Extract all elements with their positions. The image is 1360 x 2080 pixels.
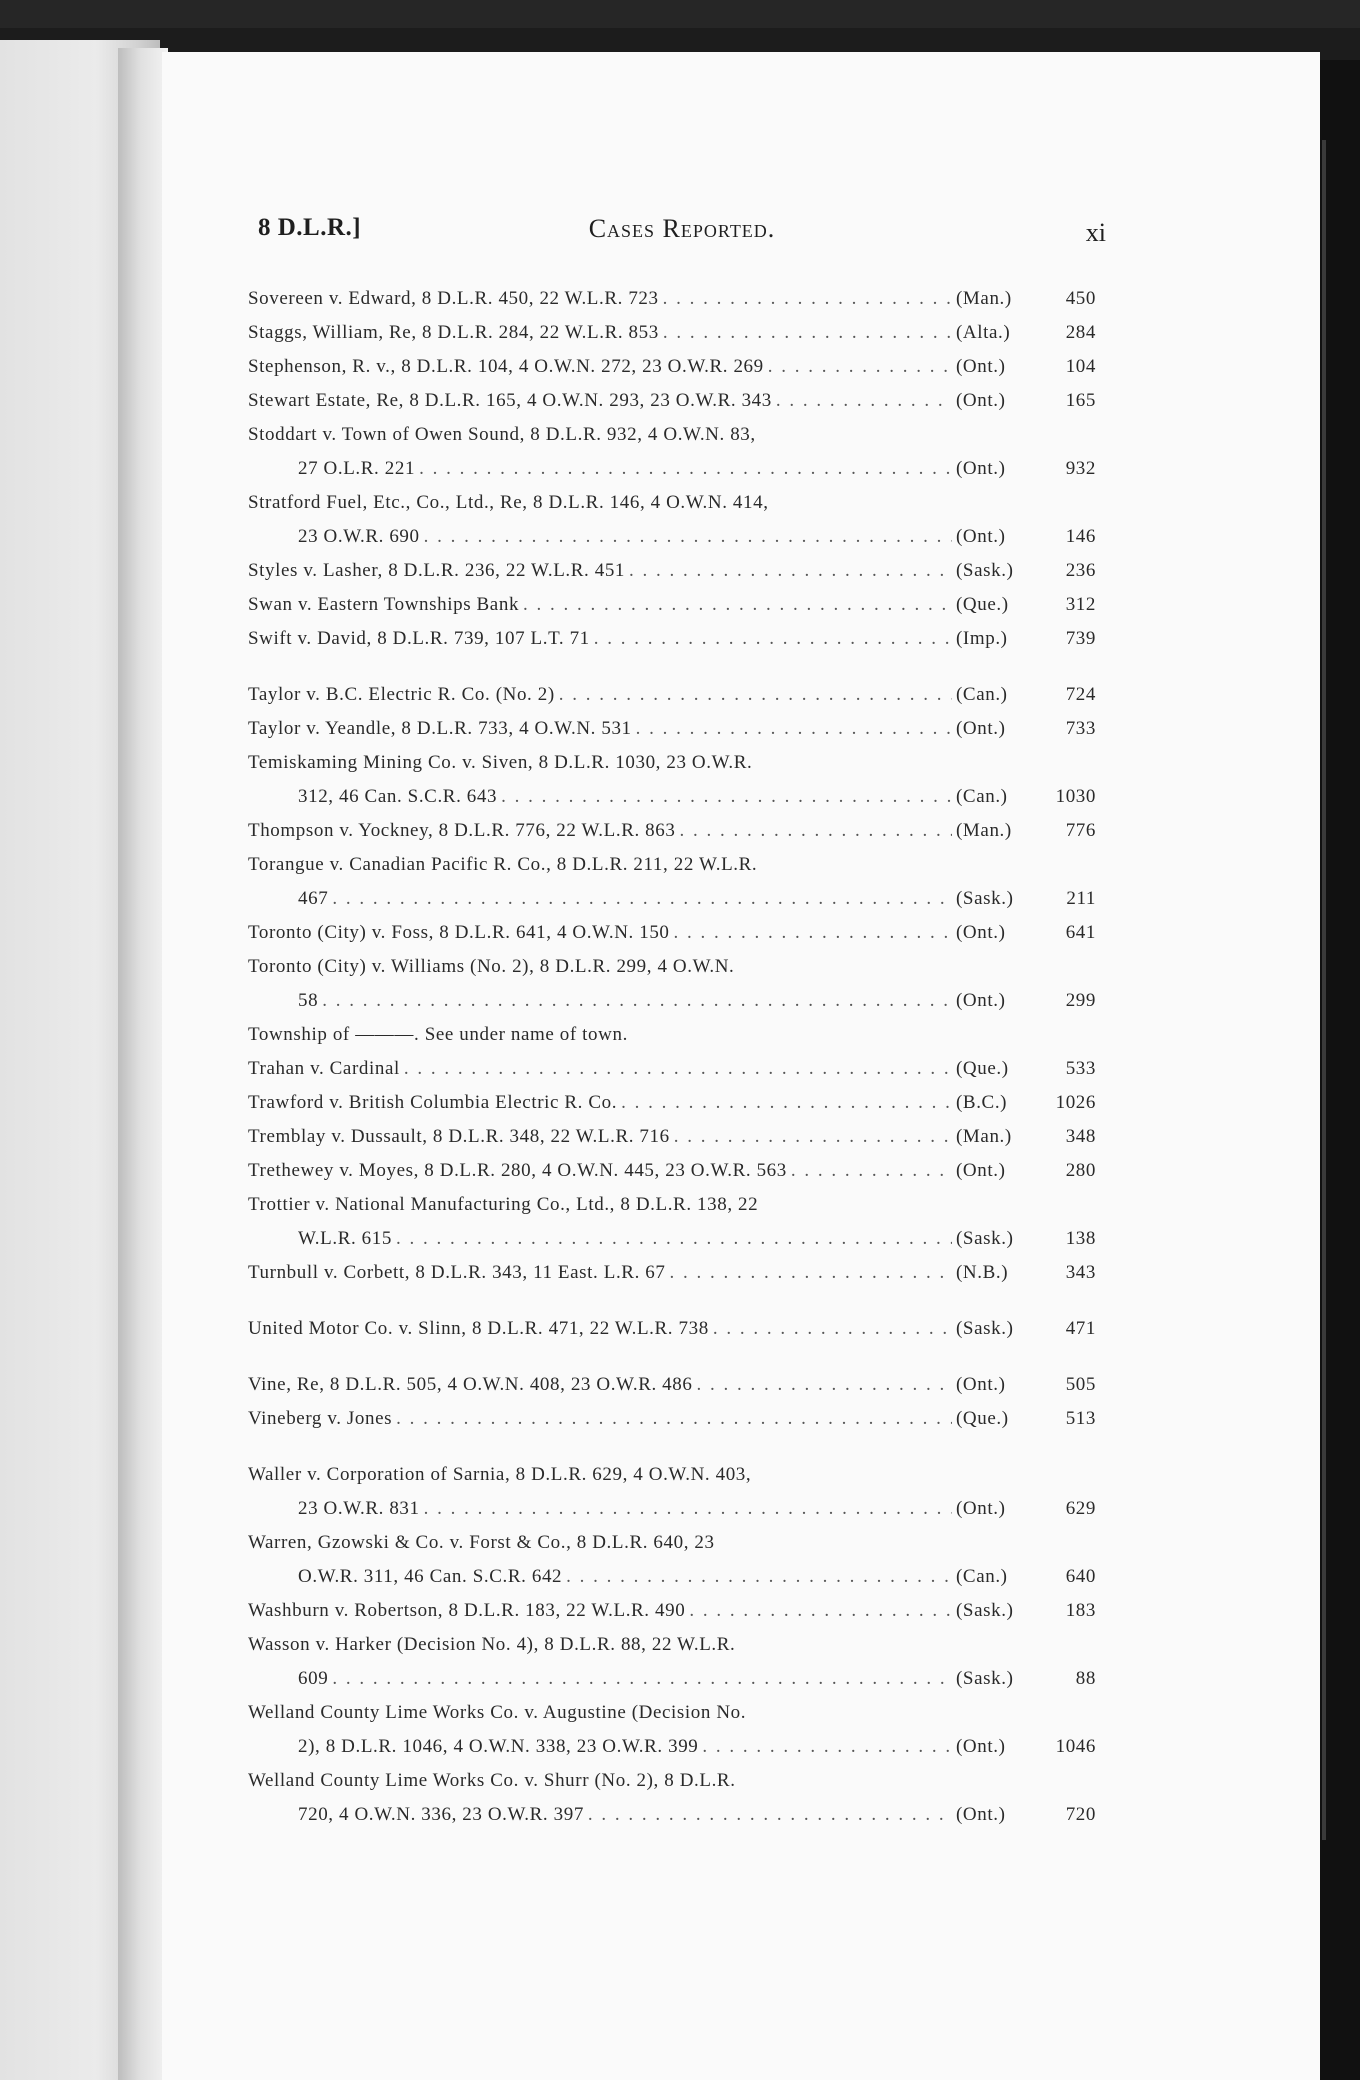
case-entry <box>248 1120 1096 1154</box>
case-entry <box>248 588 1096 622</box>
case-citation: Toronto (City) v. Williams (No. 2), 8 D.L.R. 299, 4 O.W.N. <box>248 956 735 977</box>
case-page-number: 733 <box>1065 718 1096 739</box>
case-citation: Waller v. Corporation of Sarnia, 8 D.L.R. 629, 4 O.W.N. 403, <box>248 1464 752 1485</box>
case-line <box>248 814 1096 848</box>
case-citation: Township of ———. See under name of town. <box>248 1024 628 1045</box>
case-entry <box>248 1402 1096 1436</box>
court-abbreviation: (N.B.) <box>956 1262 1009 1283</box>
case-line <box>248 1120 1096 1154</box>
court-abbreviation: (Man.) <box>956 1126 1012 1147</box>
dot-leader <box>566 1566 952 1588</box>
case-page-number: 88 <box>1075 1668 1096 1689</box>
court-abbreviation: (Man.) <box>956 820 1012 841</box>
case-continuation-line <box>248 882 1096 916</box>
court-abbreviation: (Sask.) <box>956 888 1014 909</box>
case-line <box>248 712 1096 746</box>
dot-leader <box>663 288 952 310</box>
court-abbreviation: (Ont.) <box>956 718 1006 739</box>
case-page-number: 312 <box>1065 594 1096 615</box>
court-abbreviation: (Ont.) <box>956 526 1006 547</box>
case-citation: Toronto (City) v. Foss, 8 D.L.R. 641, 4 O.W.N. 150 <box>248 922 670 943</box>
case-citation: W.L.R. 615 <box>298 1228 392 1249</box>
case-continuation-line <box>248 1730 1096 1764</box>
book-gutter <box>118 48 168 2080</box>
case-line <box>248 1696 1096 1730</box>
case-entry <box>248 282 1096 316</box>
court-abbreviation: (Que.) <box>956 1408 1009 1429</box>
dot-leader <box>523 594 952 616</box>
case-citation: Swift v. David, 8 D.L.R. 739, 107 L.T. 71 <box>248 628 590 649</box>
case-citation: Welland County Lime Works Co. v. Augustine (Decision No. <box>248 1702 747 1723</box>
case-citation: Taylor v. B.C. Electric R. Co. (No. 2) <box>248 684 555 705</box>
dot-leader <box>674 1126 952 1148</box>
case-line <box>248 316 1096 350</box>
case-citation: Trethewey v. Moyes, 8 D.L.R. 280, 4 O.W.N. 445, 23 O.W.R. 563 <box>248 1160 787 1181</box>
dot-leader <box>621 1092 952 1114</box>
case-page-number: 776 <box>1065 820 1096 841</box>
case-citation: Sovereen v. Edward, 8 D.L.R. 450, 22 W.L.R. 723 <box>248 288 659 309</box>
case-line <box>248 1086 1096 1120</box>
dot-leader <box>713 1318 952 1340</box>
case-entry <box>248 848 1096 916</box>
case-page-number: 211 <box>1066 888 1096 909</box>
case-line <box>248 384 1096 418</box>
case-line <box>248 1526 1096 1560</box>
case-continuation-line <box>248 520 1096 554</box>
court-abbreviation: (Can.) <box>956 786 1008 807</box>
case-citation: 609 <box>298 1668 329 1689</box>
case-citation: 23 O.W.R. 831 <box>298 1498 420 1519</box>
case-entry <box>248 418 1096 486</box>
dot-leader <box>404 1058 952 1080</box>
court-abbreviation: (B.C.) <box>956 1092 1008 1113</box>
court-abbreviation: (Ont.) <box>956 1736 1006 1757</box>
case-citation: Vineberg v. Jones <box>248 1408 393 1429</box>
case-line <box>248 1052 1096 1086</box>
court-abbreviation: (Ont.) <box>956 990 1006 1011</box>
dot-leader <box>424 526 952 548</box>
dot-leader <box>559 684 952 706</box>
court-abbreviation: (Sask.) <box>956 1600 1014 1621</box>
case-citation: Thompson v. Yockney, 8 D.L.R. 776, 22 W.L.R. 863 <box>248 820 676 841</box>
dot-leader <box>679 820 952 842</box>
case-page-number: 348 <box>1065 1126 1096 1147</box>
court-abbreviation: (Imp.) <box>956 628 1008 649</box>
court-abbreviation: (Ont.) <box>956 458 1006 479</box>
case-entry <box>248 384 1096 418</box>
case-page-number: 104 <box>1065 356 1096 377</box>
dot-leader <box>332 1668 952 1690</box>
dot-leader <box>696 1374 952 1396</box>
case-citation: 467 <box>298 888 329 909</box>
case-citation: 23 O.W.R. 690 <box>298 526 420 547</box>
case-entry <box>248 746 1096 814</box>
court-abbreviation: (Ont.) <box>956 1804 1006 1825</box>
case-page-number: 236 <box>1065 560 1096 581</box>
case-entry <box>248 554 1096 588</box>
case-line <box>248 950 1096 984</box>
case-citation: Washburn v. Robertson, 8 D.L.R. 183, 22 W.L.R. 490 <box>248 1600 686 1621</box>
case-citation: Stewart Estate, Re, 8 D.L.R. 165, 4 O.W.N. 293, 23 O.W.R. 343 <box>248 390 772 411</box>
case-page-number: 720 <box>1065 1804 1096 1825</box>
case-page-number: 533 <box>1065 1058 1096 1079</box>
case-continuation-line <box>248 1662 1096 1696</box>
roman-page-number: xi <box>1085 218 1106 247</box>
case-line <box>248 1402 1096 1436</box>
scan-right-edge <box>1320 60 1360 2080</box>
dot-leader <box>674 922 952 944</box>
case-line <box>248 350 1096 384</box>
case-continuation-line <box>248 1798 1096 1832</box>
dot-leader <box>768 356 952 378</box>
case-page-number: 299 <box>1065 990 1096 1011</box>
dot-leader <box>776 390 952 412</box>
case-line <box>248 1764 1096 1798</box>
court-abbreviation: (Ont.) <box>956 922 1006 943</box>
case-page-number: 1026 <box>1055 1092 1096 1113</box>
case-page-number: 641 <box>1065 922 1096 943</box>
dot-leader <box>588 1804 952 1826</box>
case-line <box>248 678 1096 712</box>
case-citation: Temiskaming Mining Co. v. Siven, 8 D.L.R. 1030, 23 O.W.R. <box>248 752 753 773</box>
case-page-number: 513 <box>1065 1408 1096 1429</box>
case-citation: Torangue v. Canadian Pacific R. Co., 8 D.L.R. 211, 22 W.L.R. <box>248 854 758 875</box>
cases-index-list <box>248 282 1096 1832</box>
court-abbreviation: (Ont.) <box>956 1160 1006 1181</box>
case-entry <box>248 1154 1096 1188</box>
case-line <box>248 1018 1096 1052</box>
dot-leader <box>419 458 952 480</box>
court-abbreviation: (Que.) <box>956 1058 1009 1079</box>
case-entry <box>248 1018 1096 1052</box>
dot-leader <box>501 786 952 808</box>
case-line <box>248 554 1096 588</box>
court-abbreviation: (Ont.) <box>956 356 1006 377</box>
case-line <box>248 622 1096 656</box>
case-citation: Styles v. Lasher, 8 D.L.R. 236, 22 W.L.R. 451 <box>248 560 626 581</box>
court-abbreviation: (Ont.) <box>956 1498 1006 1519</box>
case-entry <box>248 678 1096 712</box>
case-page-number: 471 <box>1065 1318 1096 1339</box>
case-entry <box>248 1086 1096 1120</box>
court-abbreviation: (Can.) <box>956 684 1008 705</box>
case-page-number: 505 <box>1065 1374 1096 1395</box>
case-citation: 312, 46 Can. S.C.R. 643 <box>298 786 498 807</box>
case-page-number: 724 <box>1065 684 1096 705</box>
court-abbreviation: (Sask.) <box>956 1668 1014 1689</box>
case-page-number: 146 <box>1065 526 1096 547</box>
case-entry <box>248 486 1096 554</box>
case-page-number: 1046 <box>1055 1736 1096 1757</box>
case-page-number: 138 <box>1065 1228 1096 1249</box>
case-line <box>248 1256 1096 1290</box>
dot-leader <box>689 1600 952 1622</box>
case-page-number: 932 <box>1065 458 1096 479</box>
court-abbreviation: (Can.) <box>956 1566 1008 1587</box>
case-entry <box>248 1052 1096 1086</box>
case-line <box>248 486 1096 520</box>
case-page-number: 284 <box>1065 322 1096 343</box>
dot-leader <box>594 628 952 650</box>
case-citation: Warren, Gzowski & Co. v. Forst & Co., 8 D.L.R. 640, 23 <box>248 1532 715 1553</box>
court-abbreviation: (Man.) <box>956 288 1012 309</box>
case-continuation-line <box>248 1492 1096 1526</box>
case-citation: Welland County Lime Works Co. v. Shurr (No. 2), 8 D.L.R. <box>248 1770 736 1791</box>
case-line <box>248 1458 1096 1492</box>
case-page-number: 629 <box>1065 1498 1096 1519</box>
court-abbreviation: (Ont.) <box>956 390 1006 411</box>
case-line <box>248 1188 1096 1222</box>
scan-top-band <box>0 0 1360 28</box>
case-entry <box>248 1256 1096 1290</box>
case-continuation-line <box>248 452 1096 486</box>
volume-label: 8 D.L.R.] <box>258 214 362 241</box>
case-continuation-line <box>248 1560 1096 1594</box>
case-citation: Stephenson, R. v., 8 D.L.R. 104, 4 O.W.N. 272, 23 O.W.R. 269 <box>248 356 764 377</box>
case-entry <box>248 1764 1096 1832</box>
case-page-number: 640 <box>1065 1566 1096 1587</box>
case-entry <box>248 1594 1096 1628</box>
case-entry <box>248 1188 1096 1256</box>
case-line <box>248 418 1096 452</box>
case-line <box>248 1368 1096 1402</box>
case-continuation-line <box>248 780 1096 814</box>
case-citation: Tremblay v. Dussault, 8 D.L.R. 348, 22 W.L.R. 716 <box>248 1126 670 1147</box>
case-line <box>248 1594 1096 1628</box>
dot-leader <box>629 560 952 582</box>
case-citation: Trahan v. Cardinal <box>248 1058 400 1079</box>
case-page-number: 343 <box>1065 1262 1096 1283</box>
case-line <box>248 1628 1096 1662</box>
case-citation: Swan v. Eastern Townships Bank <box>248 594 520 615</box>
case-citation: United Motor Co. v. Slinn, 8 D.L.R. 471, 22 W.L.R. 738 <box>248 1318 709 1339</box>
case-citation: Vine, Re, 8 D.L.R. 505, 4 O.W.N. 408, 23 O.W.R. 486 <box>248 1374 693 1395</box>
case-line <box>248 916 1096 950</box>
case-line <box>248 1154 1096 1188</box>
case-citation: Taylor v. Yeandle, 8 D.L.R. 733, 4 O.W.N. 531 <box>248 718 632 739</box>
court-abbreviation: (Alta.) <box>956 322 1011 343</box>
case-citation: Staggs, William, Re, 8 D.L.R. 284, 22 W.L.R. 853 <box>248 322 659 343</box>
page-heading: Cases Reported. <box>588 214 776 243</box>
dot-leader <box>636 718 952 740</box>
case-citation: Trottier v. National Manufacturing Co., Ltd., 8 D.L.R. 138, 22 <box>248 1194 759 1215</box>
case-entry <box>248 350 1096 384</box>
case-line <box>248 746 1096 780</box>
case-entry <box>248 622 1096 656</box>
case-entry <box>248 712 1096 746</box>
case-citation: Stoddart v. Town of Owen Sound, 8 D.L.R. 932, 4 O.W.N. 83, <box>248 424 756 445</box>
dot-leader <box>322 990 952 1012</box>
case-citation: 2), 8 D.L.R. 1046, 4 O.W.N. 338, 23 O.W.R. 399 <box>298 1736 699 1757</box>
case-continuation-line <box>248 984 1096 1018</box>
case-citation: 27 O.L.R. 221 <box>298 458 416 479</box>
dot-leader <box>396 1408 952 1430</box>
court-abbreviation: (Ont.) <box>956 1374 1006 1395</box>
case-page-number: 1030 <box>1055 786 1096 807</box>
case-line <box>248 848 1096 882</box>
case-entry <box>248 814 1096 848</box>
case-entry <box>248 1458 1096 1526</box>
dot-leader <box>669 1262 952 1284</box>
case-continuation-line <box>248 1222 1096 1256</box>
case-citation: Wasson v. Harker (Decision No. 4), 8 D.L.R. 88, 22 W.L.R. <box>248 1634 736 1655</box>
case-citation: O.W.R. 311, 46 Can. S.C.R. 642 <box>298 1566 563 1587</box>
case-entry <box>248 316 1096 350</box>
court-abbreviation: (Sask.) <box>956 560 1014 581</box>
dot-leader <box>396 1228 952 1250</box>
case-entry <box>248 1312 1096 1346</box>
case-line <box>248 1312 1096 1346</box>
case-entry <box>248 1696 1096 1764</box>
page-stack-edge <box>1322 140 1326 1840</box>
case-page-number: 165 <box>1065 390 1096 411</box>
case-citation: 58 <box>298 990 319 1011</box>
case-citation: Trawford v. British Columbia Electric R. Co. <box>248 1092 618 1113</box>
running-header <box>258 214 1106 254</box>
case-entry <box>248 1628 1096 1696</box>
dot-leader <box>332 888 952 910</box>
case-page-number: 280 <box>1065 1160 1096 1181</box>
case-page-number: 450 <box>1065 288 1096 309</box>
case-page-number: 183 <box>1065 1600 1096 1621</box>
court-abbreviation: (Que.) <box>956 594 1009 615</box>
case-line <box>248 282 1096 316</box>
dot-leader <box>791 1160 952 1182</box>
case-entry <box>248 1368 1096 1402</box>
case-page-number: 739 <box>1065 628 1096 649</box>
case-citation: Stratford Fuel, Etc., Co., Ltd., Re, 8 D.L.R. 146, 4 O.W.N. 414, <box>248 492 769 513</box>
dot-leader <box>424 1498 952 1520</box>
case-entry <box>248 950 1096 1018</box>
case-line <box>248 588 1096 622</box>
case-entry <box>248 1526 1096 1594</box>
case-citation: Turnbull v. Corbett, 8 D.L.R. 343, 11 East. L.R. 67 <box>248 1262 666 1283</box>
dot-leader <box>663 322 952 344</box>
case-citation: 720, 4 O.W.N. 336, 23 O.W.R. 397 <box>298 1804 584 1825</box>
court-abbreviation: (Sask.) <box>956 1318 1014 1339</box>
dot-leader <box>702 1736 952 1758</box>
case-entry <box>248 916 1096 950</box>
court-abbreviation: (Sask.) <box>956 1228 1014 1249</box>
